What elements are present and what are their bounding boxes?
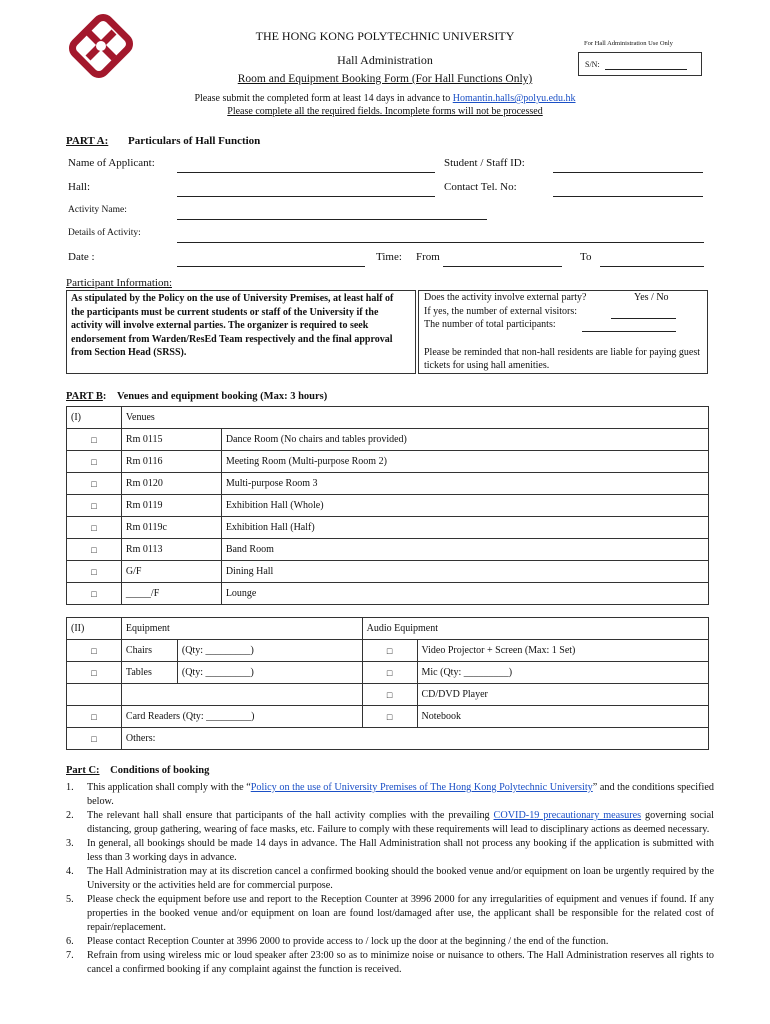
hall-field[interactable] [177, 196, 435, 197]
condition-text: The relevant hall shall ensure that participants of the hall activity complies with the prevailing [87, 810, 494, 821]
condition-text: The Hall Administration may at its discretion cancel a confirmed booking should the booked venue and/or equipment on loan be urgently required by the University or the activities held are for commercial purpose. [87, 866, 714, 891]
policy-link[interactable]: Policy on the use of University Premises of The Hong Kong Polytechnic University [250, 782, 593, 793]
table-row [67, 495, 709, 517]
list-item [66, 781, 714, 809]
time-from-field[interactable] [443, 266, 562, 267]
audio-checkbox[interactable]: □ [362, 706, 417, 728]
venue-checkbox[interactable]: □ [67, 495, 122, 517]
venue-room: Rm 0115 [121, 429, 221, 451]
table-row [67, 583, 709, 605]
equipment-label: Equipment [121, 618, 362, 640]
venue-room: G/F [121, 561, 221, 583]
sn-field[interactable] [605, 69, 687, 70]
equipment-checkbox[interactable]: □ [67, 728, 122, 750]
applicant-field[interactable] [177, 172, 435, 173]
card-readers-label[interactable]: Card Readers (Qty: _________) [121, 706, 362, 728]
activity-name-field[interactable] [177, 219, 487, 220]
activity-name-label: Activity Name: [68, 205, 127, 215]
equipment-checkbox[interactable]: □ [67, 706, 122, 728]
condition-text: In general, all bookings should be made 14 days in advance. The Hall Administration shall not process any booking if the application is submitted with less than 3 working days in advance. [87, 838, 714, 863]
audio-item: CD/DVD Player [417, 684, 709, 706]
venue-checkbox[interactable]: □ [67, 583, 122, 605]
part-b-colon: : [102, 391, 107, 402]
table-row [67, 561, 709, 583]
others-label[interactable]: Others: [121, 728, 708, 750]
equipment-checkbox[interactable]: □ [67, 662, 122, 684]
venues-num: (I) [67, 407, 122, 429]
equipment-checkbox[interactable]: □ [67, 640, 122, 662]
audio-item: Mic (Qty: _________) [417, 662, 709, 684]
venue-checkbox[interactable]: □ [67, 539, 122, 561]
polyu-logo-icon [66, 12, 136, 80]
condition-number: 1. [66, 782, 74, 793]
tables-qty[interactable]: (Qty: _________) [177, 662, 362, 684]
list-item [66, 949, 714, 977]
audio-checkbox[interactable]: □ [362, 640, 417, 662]
form-title: Room and Equipment Booking Form (For Hall Functions Only) [237, 73, 533, 85]
venue-checkbox[interactable]: □ [67, 429, 122, 451]
condition-number: 6. [66, 936, 74, 947]
equipment-num: (II) [67, 618, 122, 640]
venue-room: Rm 0113 [121, 539, 221, 561]
part-b-label: PART B [66, 391, 103, 402]
submit-note-text: Please submit the completed form at least 14 days in advance to [194, 93, 453, 104]
venue-room: Rm 0119 [121, 495, 221, 517]
tables-label: Tables [121, 662, 177, 684]
table-row [67, 728, 709, 750]
empty-cell [121, 684, 362, 706]
condition-number: 3. [66, 838, 74, 849]
condition-number: 4. [66, 866, 74, 877]
ext-visitors-label: If yes, the number of external visitors: [424, 306, 578, 317]
audio-checkbox[interactable]: □ [362, 662, 417, 684]
venue-checkbox[interactable]: □ [67, 517, 122, 539]
details-field[interactable] [177, 242, 704, 243]
table-row [67, 640, 709, 662]
part-c-label: Part C: [66, 765, 100, 776]
venue-room: Rm 0116 [121, 451, 221, 473]
time-to-label: To [580, 251, 592, 263]
table-row [67, 539, 709, 561]
chairs-qty[interactable]: (Qty: _________) [177, 640, 362, 662]
table-row [67, 662, 709, 684]
venue-desc: Lounge [221, 583, 708, 605]
total-participants-label: The number of total participants: [424, 319, 556, 330]
venue-desc: Meeting Room (Multi-purpose Room 2) [221, 451, 708, 473]
equipment-header-row [67, 618, 709, 640]
contact-field[interactable] [553, 196, 703, 197]
university-name: THE HONG KONG POLYTECHNIC UNIVERSITY [255, 29, 515, 43]
external-party-box [418, 290, 708, 374]
table-row [67, 706, 709, 728]
venues-header-row [67, 407, 709, 429]
list-item [66, 935, 714, 949]
condition-number: 7. [66, 950, 74, 961]
condition-number: 5. [66, 894, 74, 905]
time-to-field[interactable] [600, 266, 704, 267]
list-item [66, 893, 714, 935]
list-item [66, 809, 714, 837]
part-b-heading [66, 391, 327, 402]
empty-cell [67, 684, 122, 706]
list-item [66, 865, 714, 893]
complete-note: Please complete all the required fields. Incomplete forms will not be processed [227, 106, 543, 117]
date-label: Date : [68, 251, 95, 263]
submit-email-link[interactable]: Homantin.halls@polyu.edu.hk [452, 93, 576, 104]
office-use-box [578, 52, 702, 76]
audio-checkbox[interactable]: □ [362, 684, 417, 706]
student-id-field[interactable] [553, 172, 703, 173]
part-a-label: PART A: [66, 135, 109, 147]
condition-text: Please check the equipment before use and report to the Reception Counter at 3996 2000 for any irregularities of equipment and venues if found. If any properties in the booked venue and/or equipment on loan are found lost/damaged after use, the applicant shall be responsible for the related cost of repair/replacement. [87, 894, 714, 933]
time-from-label: From [416, 251, 440, 263]
part-a-title: Particulars of Hall Function [128, 135, 261, 147]
hall-label: Hall: [68, 181, 90, 193]
venues-table [66, 406, 709, 605]
venue-room: _____/F [121, 583, 221, 605]
venue-desc: Dance Room (No chairs and tables provided) [221, 429, 708, 451]
condition-text: Please contact Reception Counter at 3996 2000 to provide access to / lock up the door at the beginning / the end of the function. [87, 936, 609, 947]
time-label: Time: [376, 251, 402, 263]
part-b-title: Venues and equipment booking (Max: 3 hours) [117, 391, 328, 402]
part-c-title: Conditions of booking [110, 765, 210, 776]
venue-room: Rm 0120 [121, 473, 221, 495]
condition-text: This application shall comply with the “ [87, 782, 251, 793]
chairs-label: Chairs [121, 640, 177, 662]
student-id-label: Student / Staff ID: [444, 157, 525, 169]
applicant-label: Name of Applicant: [68, 157, 155, 169]
conditions-list [66, 781, 714, 977]
part-c-heading [66, 765, 209, 776]
yes-no-option[interactable]: Yes / No [634, 292, 669, 303]
details-label: Details of Activity: [68, 228, 141, 238]
venue-desc: Dining Hall [221, 561, 708, 583]
venue-room: Rm 0119c [121, 517, 221, 539]
table-row [67, 517, 709, 539]
total-participants-field[interactable] [582, 331, 676, 332]
condition-number: 2. [66, 810, 74, 821]
venue-desc: Band Room [221, 539, 708, 561]
table-row [67, 473, 709, 495]
department: Hall Administration [337, 53, 433, 67]
date-field[interactable] [177, 266, 365, 267]
participant-info-label: Participant Information: [66, 277, 172, 289]
ext-visitors-field[interactable] [611, 318, 676, 319]
venue-checkbox[interactable]: □ [67, 561, 122, 583]
equipment-table [66, 617, 709, 750]
audio-item: Video Projector + Screen (Max: 1 Set) [417, 640, 709, 662]
venue-desc: Exhibition Hall (Whole) [221, 495, 708, 517]
contact-label: Contact Tel. No: [444, 181, 517, 193]
venues-label: Venues [121, 407, 708, 429]
venue-checkbox[interactable]: □ [67, 473, 122, 495]
guest-ticket-reminder: Please be reminded that non-hall residents are liable for paying guest tickets for using hall amenities. [424, 347, 701, 371]
venue-desc: Exhibition Hall (Half) [221, 517, 708, 539]
external-question: Does the activity involve external party? [424, 292, 587, 303]
condition-text-tail: ” and the conditions specified below. [87, 782, 714, 807]
table-row [67, 429, 709, 451]
venue-checkbox[interactable]: □ [67, 451, 122, 473]
covid-measures-link[interactable]: COVID-19 precautionary measures [493, 810, 642, 821]
sn-label: S/N: [585, 60, 600, 69]
policy-note: As stipulated by the Policy on the use of University Premises, at least half of the participants must be current students or staff of the University if the activity will involve external parties. The organizer is required to seek endorsement from Warden/ResEd Team respectively and the final approval from Section Head (SRSS). [71, 293, 394, 358]
list-item [66, 837, 714, 865]
policy-note-box [66, 290, 416, 374]
table-row [67, 684, 709, 706]
office-use-label: For Hall Administration Use Only [584, 40, 673, 47]
audio-item: Notebook [417, 706, 709, 728]
condition-text: Refrain from using wireless mic or loud speaker after 23:00 so as to minimize noise or nuisance to others. The Hall Administration reserves all rights to cancel a confirmed booking if any complaint against the function is received. [87, 950, 714, 975]
condition-text-tail: governing social distancing, group gathering, wearing of face masks, etc. Failure to comply with these requirements will lead to disciplinary actions as deemed necessary. [87, 810, 714, 835]
submit-note [120, 93, 650, 104]
table-row [67, 451, 709, 473]
venue-desc: Multi-purpose Room 3 [221, 473, 708, 495]
audio-label: Audio Equipment [362, 618, 708, 640]
